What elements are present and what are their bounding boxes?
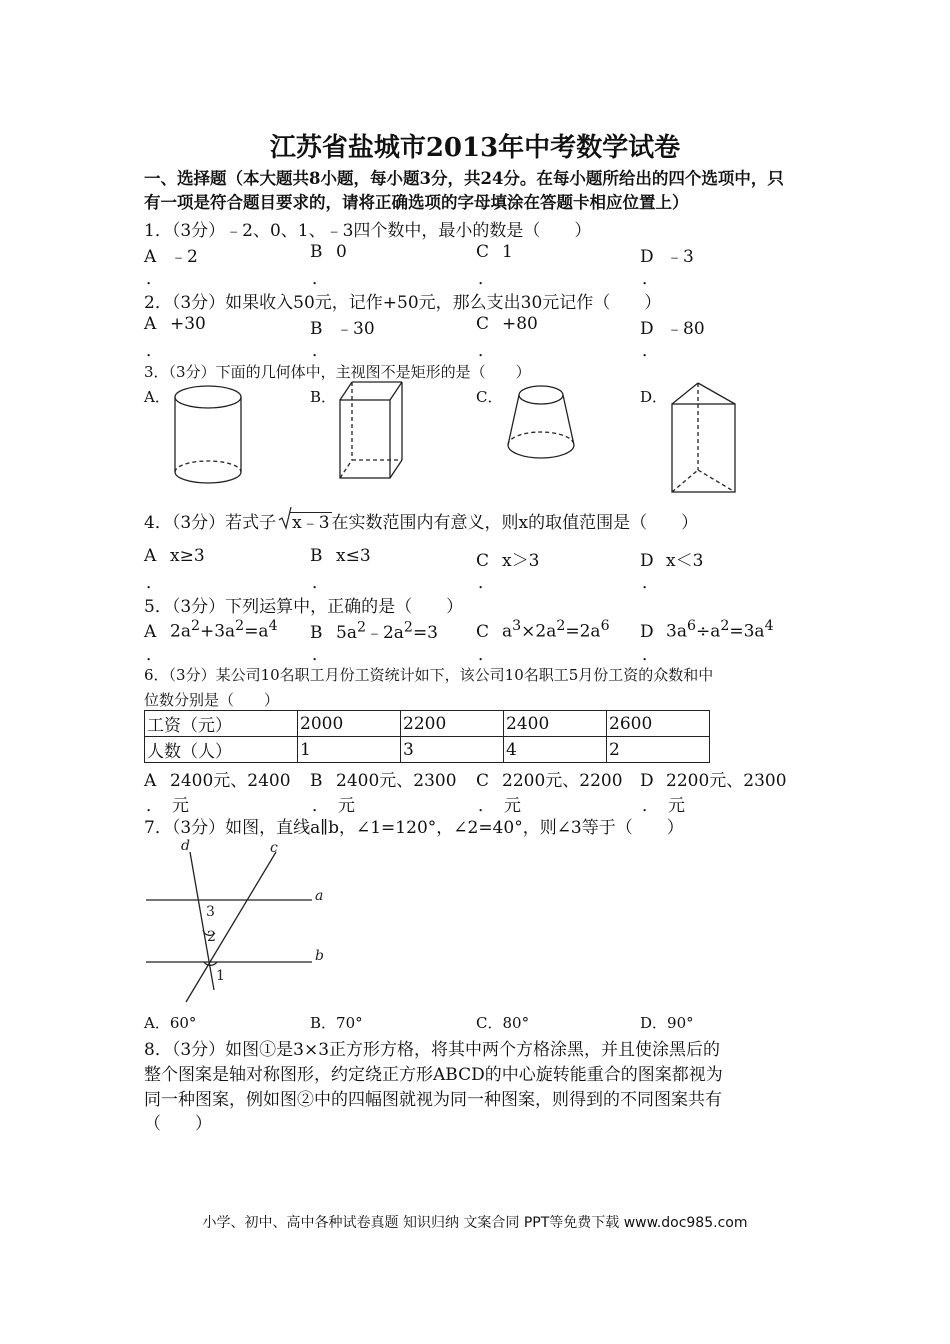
q6-option-c[interactable]: C 2200元、2200 <box>476 771 623 791</box>
q2-stem: 2．（3分）如果收入50元，记作+50元，那么支出30元记作（ ） <box>144 293 662 313</box>
q7-option-c[interactable]: C．80° <box>476 1014 530 1032</box>
q2-option-c[interactable]: C +80 <box>476 314 538 334</box>
q4-dot-b: ． <box>312 573 329 593</box>
q2-dot-d: ． <box>642 341 659 361</box>
label-1: 1 <box>216 968 225 984</box>
table-cell: 2000 <box>298 711 401 737</box>
q2-dot-c: ． <box>478 341 495 361</box>
section-heading-line-2: 有一项是符合题目要求的，请将正确选项的字母填涂在答题卡相应位置上） <box>144 193 689 212</box>
table-cell: 3 <box>401 737 504 763</box>
label-2: 2 <box>207 929 216 945</box>
label-b: b <box>315 948 324 964</box>
q3-label-b[interactable]: B． <box>310 388 337 406</box>
q8-stem-line-3: 同一种图案，例如图②中的四幅图就视为同一种图案，则得到的不同图案共有 <box>144 1090 722 1110</box>
table-cell: 4 <box>504 737 607 763</box>
q1-option-a[interactable]: A ﹣2 <box>144 247 198 267</box>
q5-option-c[interactable]: C $a^3\times 2a^2=2a^6$ <box>476 618 610 642</box>
q5-stem: 5．（3分）下列运算中，正确的是（ ） <box>144 597 464 617</box>
label-c: c <box>270 840 278 856</box>
q1-stem: 1．（3分）﹣2、0、1、﹣3四个数中，最小的数是（ ） <box>144 221 592 241</box>
q6-stem-line-2: 位数分别是（ ） <box>144 691 280 709</box>
q4-option-a[interactable]: A x≥3 <box>144 546 205 566</box>
q1-option-d[interactable]: D ﹣3 <box>640 247 694 267</box>
label-3: 3 <box>206 904 215 920</box>
q6-option-b-line-2: ． 元 <box>312 796 355 816</box>
q2-dot-a: ． <box>146 341 163 361</box>
label-a: a <box>315 888 324 904</box>
label-d: d <box>181 838 190 854</box>
q2-dot-b: ． <box>312 341 329 361</box>
section-heading-line-1: 一、选择题（本大题共8小题，每小题3分，共24分。在每小题所给出的四个选项中，只 <box>144 169 784 188</box>
page-footer: 小学、初中、高中各种试卷真题 知识归纳 文案合同 PPT等免费下载 www.doc985.com <box>202 1215 748 1231</box>
q5-dot-c: ． <box>478 645 495 665</box>
q4-option-c[interactable]: C x＞3 <box>476 551 540 571</box>
q6-option-d[interactable]: D 2200元、2300 <box>640 771 787 791</box>
q1-dot-d: ． <box>642 269 659 289</box>
line-c <box>186 852 276 1002</box>
table-cell: 2 <box>607 737 710 763</box>
q6-option-a[interactable]: A 2400元、2400 <box>144 771 291 791</box>
q4-dot-c: ． <box>478 573 495 593</box>
q1-dot-b: ． <box>312 269 329 289</box>
q5-option-d[interactable]: D $3a^6\div a^2=3a^4$ <box>640 618 774 642</box>
q7-option-d[interactable]: D．90° <box>640 1014 694 1032</box>
q6-option-b[interactable]: B 2400元、2300 <box>310 771 457 791</box>
q3-label-a[interactable]: A． <box>144 388 170 406</box>
q1-option-b[interactable]: B 0 <box>310 242 347 262</box>
q5-option-b[interactable]: B $5a^2﹣2a^2=3$ <box>310 619 438 643</box>
q8-stem-line-2: 整个图案是轴对称图形，约定绕正方形ABCD的中心旋转能重合的图案都视为 <box>144 1065 723 1085</box>
q8-stem-line-1: 8．（3分）如图①是3×3正方形方格，将其中两个方格涂黑，并且使涂黑后的 <box>144 1040 721 1060</box>
q5-dot-b: ． <box>312 645 329 665</box>
table-cell: 2600 <box>607 711 710 737</box>
q3-label-d[interactable]: D． <box>640 388 668 406</box>
q4-dot-a: ． <box>146 573 163 593</box>
q4-option-d[interactable]: D x＜3 <box>640 551 704 571</box>
q2-option-a[interactable]: A +30 <box>144 314 206 334</box>
q5-dot-d: ． <box>642 645 659 665</box>
q1-dot-c: ． <box>478 269 495 289</box>
table-cell: 2400 <box>504 711 607 737</box>
q2-option-d[interactable]: D ﹣80 <box>640 319 705 339</box>
q5-option-a[interactable]: A $2a^2+3a^2=a^4$ <box>144 618 278 642</box>
q6-option-a-line-2: ． 元 <box>146 796 189 816</box>
q7-stem: 7．（3分）如图，直线a∥b，∠1=120°，∠2=40°，则∠3等于（ ） <box>144 818 684 838</box>
table-cell: 1 <box>298 737 401 763</box>
sqrt-expression: x﹣3 <box>278 508 331 533</box>
q7-option-a[interactable]: A．60° <box>144 1014 197 1032</box>
q6-option-c-line-2: ． 元 <box>478 796 521 816</box>
q2-option-b[interactable]: B ﹣30 <box>310 319 375 339</box>
table-cell: 工资（元） <box>145 711 298 737</box>
q4-stem: 4．（3分）若式子 x﹣3 在实数范围内有意义，则x的取值范围是（ ） <box>144 508 698 533</box>
line-d <box>190 852 214 990</box>
q1-option-c[interactable]: C 1 <box>476 242 513 262</box>
q6-stem-line-1: 6．（3分）某公司10名职工月份工资统计如下，该公司10名职工5月份工资的众数和中 <box>144 666 714 684</box>
table-cell: 2200 <box>401 711 504 737</box>
q7-option-b[interactable]: B．70° <box>310 1014 363 1032</box>
q4-option-b[interactable]: B x≤3 <box>310 546 371 566</box>
q6-option-d-line-2: ． 元 <box>642 796 685 816</box>
page-title: 江苏省盐城市2013年中考数学试卷 <box>269 133 681 163</box>
q1-dot-a: ． <box>146 269 163 289</box>
q3-stem: 3．（3分）下面的几何体中，主视图不是矩形的是（ ） <box>144 363 531 381</box>
q8-stem-line-4: （ ） <box>144 1114 212 1134</box>
q3-label-c[interactable]: C． <box>476 388 503 406</box>
q5-dot-a: ． <box>146 645 163 665</box>
table-cell: 人数（人） <box>145 737 298 763</box>
q4-dot-d: ． <box>642 573 659 593</box>
